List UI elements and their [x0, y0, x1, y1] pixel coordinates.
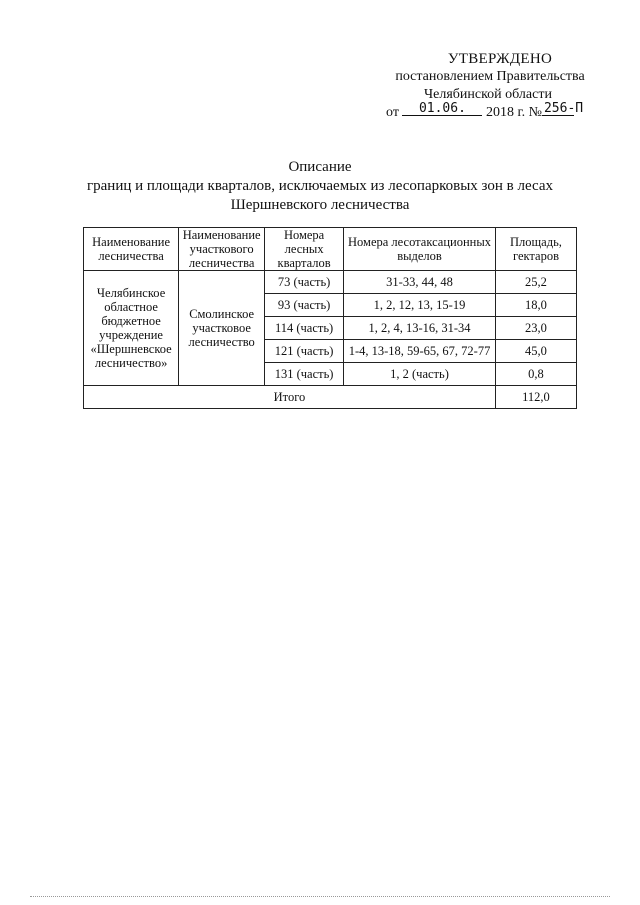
table-row — [84, 271, 577, 294]
approval-line-2: постановлением Правительства — [395, 69, 585, 84]
approval-date: 01.06. — [402, 102, 482, 116]
cell-plots: 1, 2 (часть) — [344, 363, 496, 386]
cell-forestry: Челябинское областное бюджетное учреждение «Шершневское лесничество» — [84, 271, 179, 386]
approval-line-3: Челябинской области — [424, 87, 552, 102]
header-district: Наименование участкового лесничества — [179, 228, 265, 271]
cell-quarter: 131 (часть) — [265, 363, 344, 386]
cell-plots: 1, 2, 4, 13-16, 31-34 — [344, 317, 496, 340]
cell-plots: 31-33, 44, 48 — [344, 271, 496, 294]
page-bottom-edge — [30, 896, 610, 899]
total-label: Итого — [84, 386, 496, 409]
cell-quarter: 121 (часть) — [265, 340, 344, 363]
cell-area: 18,0 — [495, 294, 576, 317]
approval-date-line — [376, 101, 596, 122]
cell-area: 23,0 — [495, 317, 576, 340]
approval-title: УТВЕРЖДЕНО — [447, 51, 553, 67]
cell-area: 0,8 — [495, 363, 576, 386]
quarters-table — [83, 227, 577, 409]
heading-subtitle-1: границ и площади кварталов, исключаемых из лесопарковых зон в лесах — [86, 178, 553, 194]
header-area: Площадь, гектаров — [495, 228, 576, 271]
total-value: 112,0 — [495, 386, 576, 409]
heading-subtitle-2: Шершневского лесничества — [230, 197, 410, 213]
approval-year: 2018 г. № — [485, 105, 542, 120]
header-plots: Номера лесотаксационных выделов — [344, 228, 496, 271]
document-heading — [0, 158, 640, 215]
header-forestry: Наименование лесничества — [84, 228, 179, 271]
cell-district: Смолинское участковое лесничество — [179, 271, 265, 386]
header-quarters: Номера лесных кварталов — [265, 228, 344, 271]
cell-plots: 1-4, 13-18, 59-65, 67, 72-77 — [344, 340, 496, 363]
heading-title: Описание — [288, 159, 352, 175]
approval-stamp — [376, 50, 596, 122]
cell-quarter: 73 (часть) — [265, 271, 344, 294]
cell-quarter: 93 (часть) — [265, 294, 344, 317]
cell-quarter: 114 (часть) — [265, 317, 344, 340]
cell-plots: 1, 2, 12, 13, 15-19 — [344, 294, 496, 317]
approval-number: 256-П — [543, 101, 584, 116]
cell-area: 25,2 — [495, 271, 576, 294]
cell-area: 45,0 — [495, 340, 576, 363]
table-header-row — [84, 228, 577, 271]
table-total-row — [84, 386, 577, 409]
approval-from: от — [386, 105, 399, 120]
